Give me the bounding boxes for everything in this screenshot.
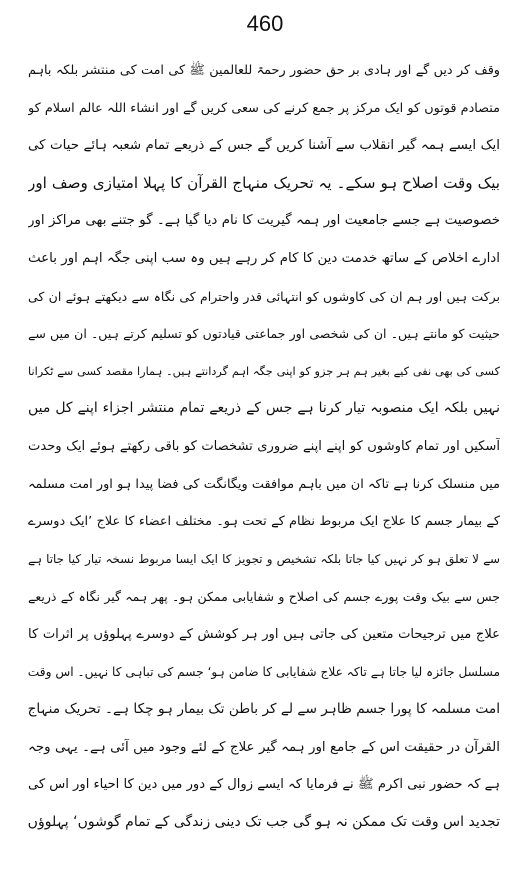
text-line: القرآن در حقیقت اس کے جامع اور ہمہ گیر علاج کے لئے وجود میں آئی ہے۔ یہی وجہ bbox=[28, 739, 500, 755]
text-line: نہیں بلکہ ایک منصوبہ تیار کرنا ہے جس کے ذریعے تمام منتشر اجزاء اپنے کل میں bbox=[28, 400, 500, 417]
text-line: ایک ایسے ہمہ گیر انقلاب سے آشنا کریں گے جس کے ذریعے تمام شعبہ ہائے حیات کی bbox=[28, 138, 500, 154]
text-line: وقف کر دیں گے اور ہادی بر حق حضور رحمۃ للعالمین ﷺ کی امت کی منتشر بلکہ باہم bbox=[28, 63, 500, 78]
text-line: بیک وقت اصلاح ہو سکے۔ یہ تحریک منہاج القرآن کا پہلا امتیازی وصف اور bbox=[28, 173, 500, 192]
text-line: ہے کہ حضور نبی اکرم ﷺ نے فرمایا کہ ایسے زوال کے دور میں دین کا احیاء اور اس کی bbox=[28, 777, 500, 793]
text-line: ادارے اخلاص کے ساتھ خدمت دین کا کام کر رہے ہیں وہ سب اپنی جگہ اہم اور باعث bbox=[28, 250, 500, 266]
text-line: کے بیمار جسم کا علاج ایک مربوط نظام کے تحت ہو۔ مختلف اعضاء کا علاج ’ایک دوسرے bbox=[28, 514, 500, 530]
text-line: مسلسل جائزہ لیا جاتا ہے تاکہ علاج شفایابی کا ضامن ہو‘ جسم کی تباہی کا نہیں۔ اس وقت bbox=[28, 664, 500, 679]
text-line: متصادم قوتوں کو ایک مرکز پر جمع کرنے کی سعی کریں گے اور انشاء اللہ عالم اسلام کو bbox=[28, 100, 500, 116]
text-line: آسکیں اور تمام کاوشوں کو اپنے اپنے ضروری تشخصات کو باقی رکھتے ہوئے ایک وحدت bbox=[28, 438, 500, 454]
text-line: برکت ہیں اور ہم ان کی کاوشوں کو انتہائی قدر واحترام کی نگاہ سے دیکھتے ہوئے ان کی bbox=[28, 288, 500, 304]
text-line: میں منسلک کرنا ہے تاکہ ان میں باہم موافقت ویگانگت کی فضا پیدا ہو اور امت مسلمہ bbox=[28, 476, 500, 492]
text-line: کسی کی بھی نفی کیے بغیر ہم ہر جزو کو اپنی جگہ اہم گردانتے ہیں۔ ہمارا مقصد کسی سے ٹکرانا bbox=[28, 364, 500, 378]
body-text bbox=[28, 52, 500, 841]
text-line: خصوصیت ہے جسے جامعیت اور ہمہ گیریت کا نام دیا گیا ہے۔ گو جتنے بھی مراکز اور bbox=[28, 213, 500, 229]
text-line: سے لا تعلق ہو کر نہیں کیا جاتا بلکہ تشخیص و تجویز کا ایک ایسا مربوط نسخہ تیار کیا جاتا ہے bbox=[28, 551, 500, 566]
page-number: 460 bbox=[246, 11, 284, 36]
text-line: امت مسلمہ کا پورا جسم ظاہر سے لے کر باطن تک بیمار ہو چکا ہے۔ تحریک منہاج bbox=[28, 701, 500, 718]
text-line: حیثیت کو مانتے ہیں۔ ان کی شخصی اور جماعتی قیادتوں کو تسلیم کرتے ہیں۔ ان میں سے bbox=[28, 326, 500, 342]
text-line: جس سے بیک وقت پورے جسم کی اصلاح و شفایابی ممکن ہو۔ پھر ہمہ گیر نگاہ کے ذریعے bbox=[28, 589, 500, 605]
text-line: تجدید اس وقت تک ممکن نہ ہو گی جب تک دینی زندگی کے تمام گوشوں‘ پہلوؤں bbox=[28, 813, 500, 830]
text-line: علاج میں ترجیحات متعین کی جاتی ہیں اور ہر کوشش کے دوسرے پہلوؤں پر اثرات کا bbox=[28, 626, 500, 642]
